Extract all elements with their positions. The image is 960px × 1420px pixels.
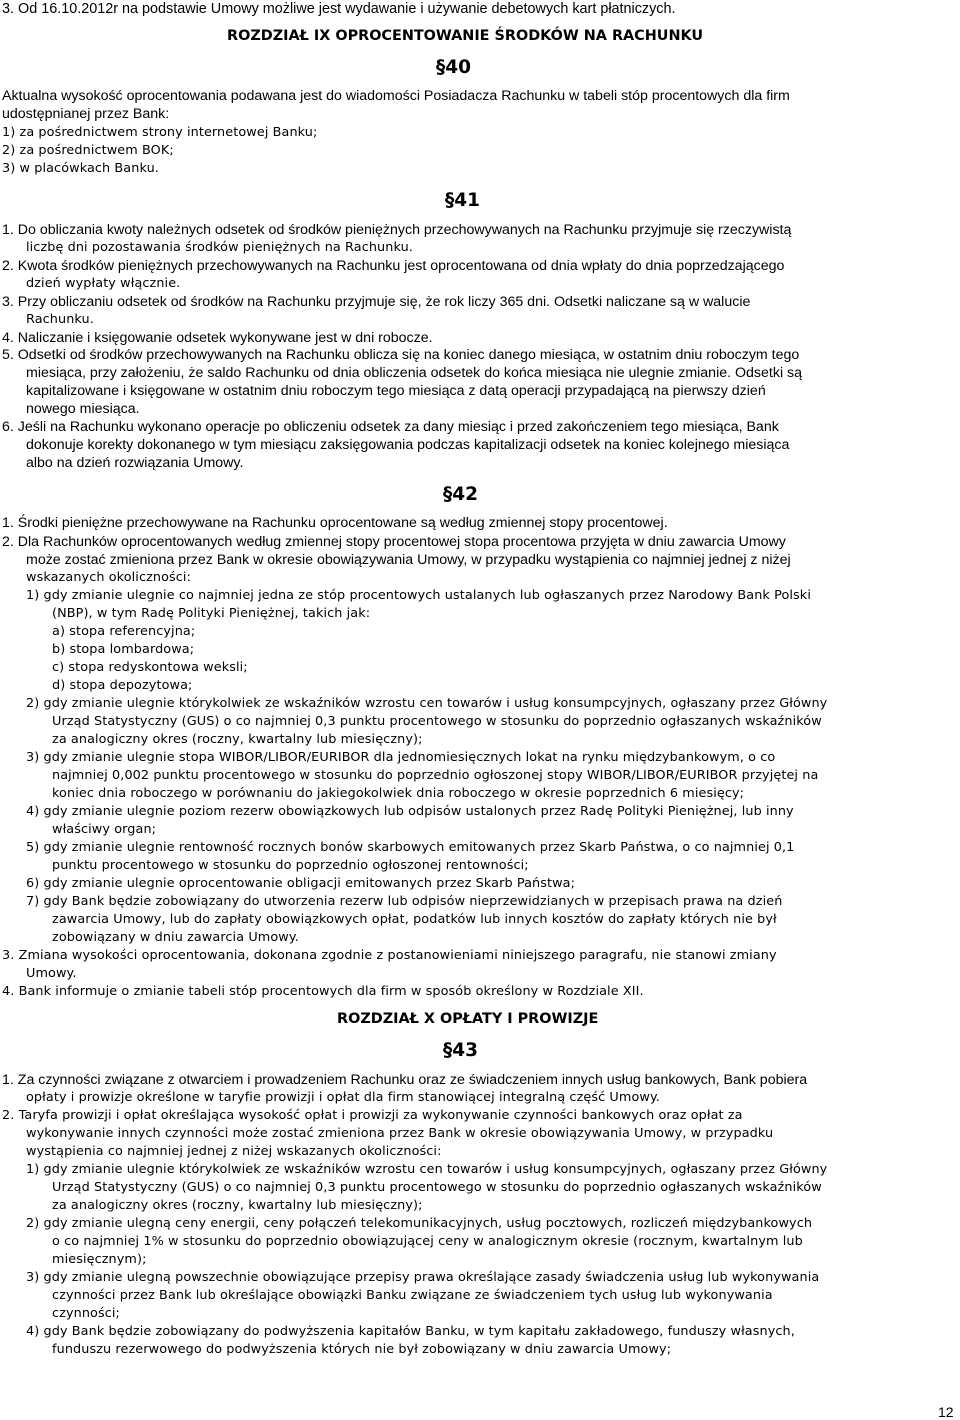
- page-number: 12: [938, 1404, 954, 1420]
- s42-p2-line-1: 2. Dla Rachunków oprocentowanych według zmiennej stopy procentowej stopa procentowa przyjęta w dniu zawarcia Umowy: [2, 534, 786, 550]
- s41-p5-line-1: 5. Odsetki od środków przechowywanych na Rachunku oblicza się na koniec danego miesiąca, w ostatnim dniu roboczym tego: [2, 347, 800, 363]
- s43-p2-line-3: wystąpienia co najmniej jednej z niżej wskazanych okoliczności:: [26, 1144, 442, 1159]
- s41-p1-line-2: liczbę dni pozostawania środków pieniężnych na Rachunku.: [26, 240, 413, 255]
- s43-item-1-line-3: za analogiczny okres (roczny, kwartalny lub miesięczny);: [52, 1198, 423, 1213]
- s43-item-2-line-2: o co najmniej 1% w stosunku do poprzednio obowiązującej ceny w analogicznym okresie (rocznym, kwartalnym lub: [52, 1234, 803, 1249]
- s42-item-3-line-1: 3) gdy zmianie ulegnie stopa WIBOR/LIBOR/EURIBOR dla jednomiesięcznych lokat na rynku międzybankowym, o co: [26, 750, 776, 765]
- section-41-title: §41: [445, 190, 480, 211]
- s41-p3-line-2: Rachunku.: [26, 312, 94, 327]
- s43-item-4-line-1: 4) gdy Bank będzie zobowiązany do podwyższenia kapitałów Banku, w tym kapitału zakładowego, funduszy własnych,: [26, 1324, 795, 1339]
- s42-item-3-line-2: najmniej 0,002 punktu procentowego w stosunku do poprzednio ogłoszonej stopy WIBOR/LIBOR/EURIBOR przyjętej na: [52, 768, 819, 783]
- s42-item-2-line-1: 2) gdy zmianie ulegnie którykolwiek ze wskaźników wzrostu cen towarów i usług konsumpcyjnych, ogłaszany przez Główny: [26, 696, 828, 711]
- section-42-title: §42: [443, 484, 478, 505]
- s42-item-2-line-3: za analogiczny okres (roczny, kwartalny lub miesięczny);: [52, 732, 423, 747]
- s42-p2-line-3: wskazanych okoliczności:: [26, 570, 192, 585]
- s42-item-1-line-2: (NBP), w tym Radę Polityki Pieniężnej, takich jak:: [52, 606, 371, 621]
- s42-item-7-line-2: zawarcia Umowy, lub do zapłaty obowiązkowych opłat, podatków lub innych kosztów do zapłaty których nie był: [52, 912, 777, 927]
- s43-item-1-line-1: 1) gdy zmianie ulegnie którykolwiek ze wskaźników wzrostu cen towarów i usług konsumpcyjnych, ogłaszany przez Główny: [26, 1162, 828, 1177]
- s43-item-3-line-1: 3) gdy zmianie ulegną powszechnie obowiązujące przepisy prawa określające zasady świadczenia usług lub wykonywania: [26, 1270, 820, 1285]
- top-item-3: 3. Od 16.10.2012r na podstawie Umowy możliwe jest wydawanie i używanie debetowych kart płatniczych.: [2, 1, 676, 17]
- s41-p3-line-1: 3. Przy obliczaniu odsetek od środków na Rachunku przyjmuje się, że rok liczy 365 dni. Odsetki naliczane są w walucie: [2, 294, 751, 310]
- s40-item-3: 3) w placówkach Banku.: [2, 161, 159, 176]
- s42-p3-line-2: Umowy.: [26, 966, 77, 981]
- s41-p6-line-2: dokonuje korekty dokonanego w tym miesiącu zaksięgowania podczas kapitalizacji odsetek na koniec kolejnego miesiąca: [26, 437, 790, 453]
- s42-item-1b: b) stopa lombardowa;: [52, 642, 195, 657]
- s43-item-1-line-2: Urząd Statystyczny (GUS) o co najmniej 0,3 punktu procentowego w stosunku do poprzednio ogłaszanych wskaźników: [52, 1180, 822, 1195]
- chapter-x-heading: ROZDZIAŁ X OPŁATY I PROWIZJE: [337, 1011, 599, 1027]
- s42-item-1-line-1: 1) gdy zmianie ulegnie co najmniej jedna ze stóp procentowych ustalanych lub ogłaszanych przez Narodowy Bank Polski: [26, 588, 811, 603]
- s41-p2-line-2: dzień wypłaty włącznie.: [26, 276, 181, 291]
- s43-item-2-line-1: 2) gdy zmianie ulegną ceny energii, ceny połączeń telekomunikacyjnych, usług pocztowych, rozliczeń międzybankowych: [26, 1216, 813, 1231]
- s43-p2-line-2: wykonywanie innych czynności może zostać zmieniona przez Bank w okresie obowiązywania Umowy, w przypadku: [26, 1126, 774, 1141]
- s42-item-4-line-2: właściwy organ;: [52, 822, 157, 837]
- s40-item-2: 2) za pośrednictwem BOK;: [2, 143, 174, 158]
- s42-item-1a: a) stopa referencyjna;: [52, 624, 196, 639]
- s42-item-3-line-3: koniec dnia roboczego w porównaniu do jakiegokolwiek dnia roboczego w okresie poprzednich 6 miesięcy;: [52, 786, 745, 801]
- s43-item-3-line-3: czynności;: [52, 1306, 120, 1321]
- section-40-title: §40: [436, 57, 471, 78]
- s42-item-1c: c) stopa redyskontowa weksli;: [52, 660, 248, 675]
- s42-p3-line-1: 3. Zmiana wysokości oprocentowania, dokonana zgodnie z postanowieniami niniejszego paragrafu, nie stanowi zmiany: [2, 948, 777, 963]
- s41-p2-line-1: 2. Kwota środków pieniężnych przechowywanych na Rachunku jest oprocentowana od dnia wpłaty do dnia poprzedzającego: [2, 258, 785, 274]
- s41-p6-line-3: albo na dzień rozwiązania Umowy.: [26, 455, 244, 471]
- s43-p1-line-1: 1. Za czynności związane z otwarciem i prowadzeniem Rachunku oraz ze świadczeniem innych usług bankowych, Bank pobiera: [2, 1072, 808, 1088]
- s41-p4: 4. Naliczanie i księgowanie odsetek wykonywane jest w dni robocze.: [2, 330, 433, 346]
- s43-p2-line-1: 2. Taryfa prowizji i opłat określająca wysokość opłat i prowizji za wykonywanie czynności bankowych oraz opłat za: [2, 1108, 743, 1123]
- s41-p6-line-1: 6. Jeśli na Rachunku wykonano operacje po obliczeniu odsetek za dany miesiąc i przed zakończeniem tego miesiąca, Bank: [2, 419, 779, 435]
- s43-item-4-line-2: funduszu rezerwowego do podwyższenia których nie był zobowiązany w dniu zawarcia Umowy;: [52, 1342, 672, 1357]
- s43-item-2-line-3: miesięcznym);: [52, 1252, 147, 1267]
- s42-item-2-line-2: Urząd Statystyczny (GUS) o co najmniej 0,3 punktu procentowego w stosunku do poprzednio ogłaszanych wskaźników: [52, 714, 822, 729]
- s41-p5-line-2: miesiąca, przy założeniu, że saldo Rachunku od dnia obliczenia odsetek do końca miesiąca nie ulegnie zmianie. Odsetki są: [26, 365, 803, 381]
- s42-item-6: 6) gdy zmianie ulegnie oprocentowanie obligacji emitowanych przez Skarb Państwa;: [26, 876, 576, 891]
- s43-p1-line-2: opłaty i prowizje określone w taryfie prowizji i opłat dla firm stanowiącej integralną część Umowy.: [26, 1090, 660, 1105]
- s43-item-3-line-2: czynności przez Bank lub określające obowiązki Banku związane ze świadczeniem tych usług lub wykonywania: [52, 1288, 773, 1303]
- s41-p5-line-4: nowego miesiąca.: [26, 401, 140, 417]
- s41-p1-line-1: 1. Do obliczania kwoty należnych odsetek od środków pieniężnych przechowywanych na Rachunku przyjmuje się rzeczywistą: [2, 222, 792, 238]
- s42-item-4-line-1: 4) gdy zmianie ulegnie poziom rezerw obowiązkowych lub odpisów ustalonych przez Radę Polityki Pieniężnej, lub inny: [26, 804, 794, 819]
- s42-item-1d: d) stopa depozytowa;: [52, 678, 193, 693]
- s42-item-7-line-1: 7) gdy Bank będzie zobowiązany do utworzenia rezerw lub odpisów nieprzewidzianych w przepisach prawa na dzień: [26, 894, 783, 909]
- section-43-title: §43: [443, 1040, 478, 1061]
- s41-p5-line-3: kapitalizowane i księgowane w ostatnim dniu roboczym tego miesiąca z datą operacji przypadającą na pierwszy dzień: [26, 383, 766, 399]
- s40-item-1: 1) za pośrednictwem strony internetowej Banku;: [2, 125, 318, 140]
- s42-p1: 1. Środki pieniężne przechowywane na Rachunku oprocentowane są według zmiennej stopy procentowej.: [2, 515, 668, 531]
- s42-item-7-line-3: zobowiązany w dniu zawarcia Umowy.: [52, 930, 299, 945]
- s42-item-5-line-2: punktu procentowego w stosunku do poprzednio ogłoszonej rentowności;: [52, 858, 529, 873]
- s42-item-5-line-1: 5) gdy zmianie ulegnie rentowność rocznych bonów skarbowych emitowanych przez Skarb Państwa, o co najmniej 0,1: [26, 840, 795, 855]
- s40-intro-line-1: Aktualna wysokość oprocentowania podawana jest do wiadomości Posiadacza Rachunku w tabeli stóp procentowych dla firm: [2, 88, 790, 104]
- chapter-ix-heading: ROZDZIAŁ IX OPROCENTOWANIE ŚRODKÓW NA RACHUNKU: [227, 28, 704, 44]
- s42-p4: 4. Bank informuje o zmianie tabeli stóp procentowych dla firm w sposób określony w Rozdziale XII.: [2, 984, 644, 999]
- s40-intro-line-2: udostępnianej przez Bank:: [2, 106, 170, 122]
- s42-p2-line-2: może zostać zmieniona przez Bank w okresie obowiązywania Umowy, w przypadku wystąpienia co najmniej jednej z niżej: [26, 552, 791, 568]
